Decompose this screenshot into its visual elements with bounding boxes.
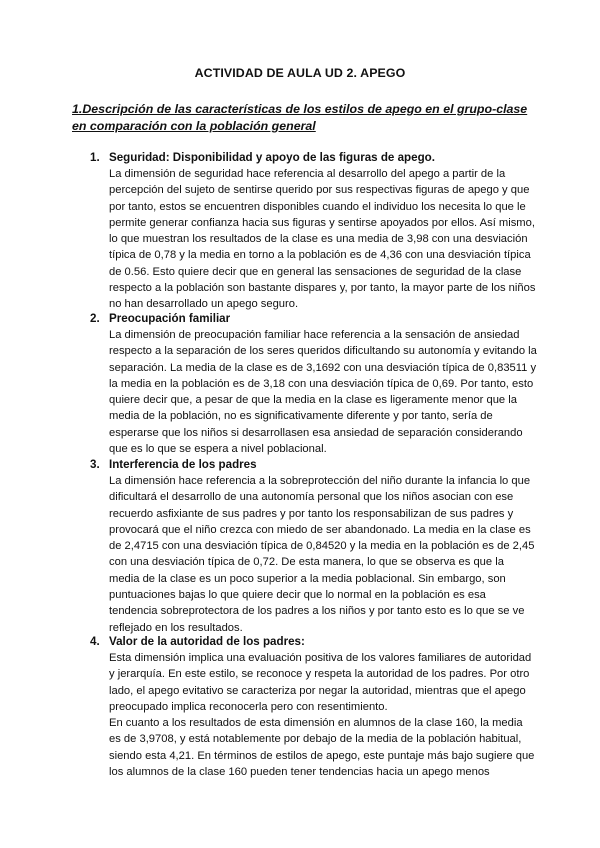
list-item-body [109, 166, 537, 313]
list-item-body [109, 473, 537, 636]
paragraph: La dimensión hace referencia a la sobreprotección del niño durante la infancia lo que dificultará el desarrollo de una autonomía personal que los niños asocian con ese recuerdo asfixiante de sus padres y por tanto los responsabilizan de sus padres y provocará que el niño crezca con miedo de ser abandonado. La media en la clase es de 2,4715 con una desviación típica de 0,84520 y la media en la población es de 2,45 con una desviación típica de 0,72. De esta manera, lo que se observa es que la media de la clase es un poco superior a la media poblacional. Sin embargo, son puntuaciones bajas lo que quiere decir que lo normal en la población es esa tendencia sobreprotectora de los padres a los niños y por tanto esto es lo que se ve reflejado en los resultados. [109, 475, 535, 634]
list-item-number: 1. [90, 151, 100, 164]
list-item-heading: Preocupación familiar [109, 312, 231, 325]
list-item-number: 3. [90, 458, 100, 471]
paragraph: En cuanto a los resultados de esta dimensión en alumnos de la clase 160, la media es de 3,9708, y está notablemente por debajo de la media de la población habitual, siendo esta 4,21. En términos de estilos de apego, este puntaje más bajo sugiere que los alumnos de la clase 160 pueden tener tendencias hacia un apego menos [109, 717, 535, 779]
section-heading: 1.Descripción de las características de los estilos de apego en el grupo-clase en comparación con la población general [72, 102, 528, 133]
list-item-heading: Valor de la autoridad de los padres: [109, 635, 305, 648]
paragraph: Esta dimensión implica una evaluación positiva de los valores familiares de autoridad y jerarquía. En este estilo, se reconoce y respeta la autoridad de los padres. Por otro lado, el apego evitativo se caracteriza por negar la autoridad, mientras que el apego preocupado implica reconocerla pero con resentimiento. [109, 652, 532, 713]
list-item-body [109, 650, 537, 780]
list-item-body [109, 327, 537, 457]
list-item-number: 4. [90, 635, 100, 648]
paragraph: La dimensión de preocupación familiar hace referencia a la sensación de ansiedad respecto a la separación de los seres queridos dificultando su autonomía y evitando la separación. La media de la clase es de 3,1692 con una desviación típica de 0,83511 y la media en la población es de 3,18 con una desviación típica de 0,69. Por tanto, esto quiere decir que, a pesar de que la media en la clase es ligeramente menor que la media de la población, no es significativamente diferente y por tanto, sería de esperarse que los niños si desarrollasen esa ansiedad de separación considerando que es lo que se espera a nivel poblacional. [109, 329, 537, 456]
document-title: ACTIVIDAD DE AULA UD 2. APEGO [194, 66, 406, 80]
paragraph: La dimensión de seguridad hace referencia al desarrollo del apego a partir de la percepción del sujeto de sentirse querido por sus respectivas figuras de apego y que por tanto, estos se encuentren disponibles cuando el individuo los necesita lo que le permite generar confianza hacia sus figuras y sentirse apoyados por ellos. Así mismo, lo que muestran los resultados de la clase es una media de 3,98 con una desviación típica de 0,78 y la media en torno a la población es de 4,36 con una desviación típica de 0.56. Esto quiere decir que en general las sensaciones de seguridad de la clase respecto a la población son bastante dispares y, por tanto, la mayor parte de los niños no han desarrollado un apego seguro. [109, 168, 536, 311]
list-item-heading: Interferencia de los padres [109, 458, 257, 471]
list-item-heading: Seguridad: Disponibilidad y apoyo de las figuras de apego. [109, 151, 435, 164]
list-item-number: 2. [90, 312, 100, 325]
